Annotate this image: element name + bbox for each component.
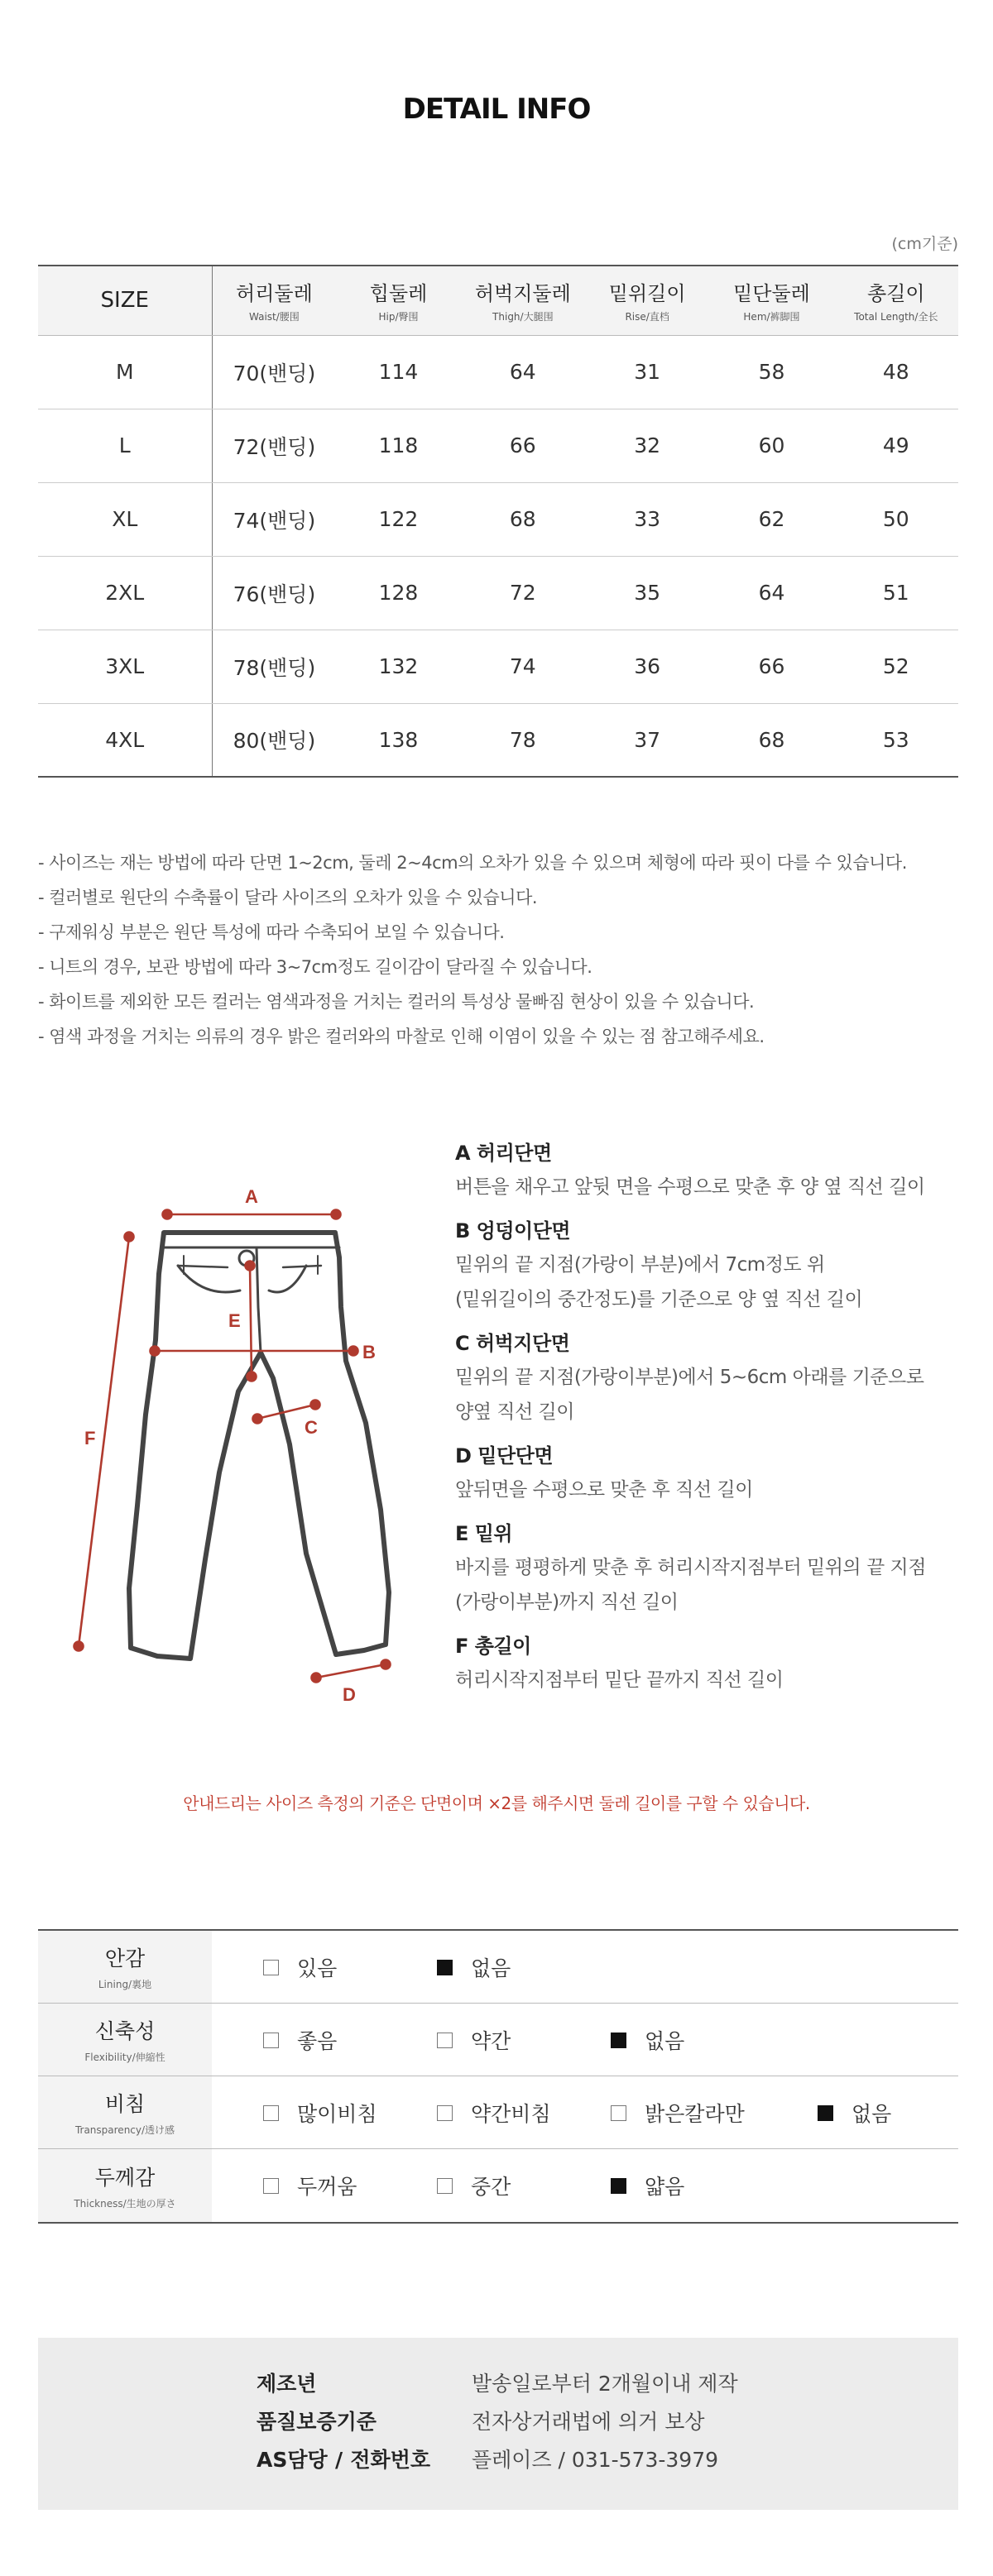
note-line: - 사이즈는 재는 방법에 따라 단면 1~2cm, 둘레 2~4cm의 오차가 있을 수 있으며 체형에 따라 핏이 다를 수 있습니다. <box>38 853 907 873</box>
table-cell: 60 <box>709 409 833 482</box>
measure-item-b <box>455 1214 968 1317</box>
attr-row-thickness <box>38 2149 958 2222</box>
table-cell: 138 <box>336 703 460 777</box>
option: 얇음 <box>611 2149 684 2222</box>
info-row <box>38 2442 958 2478</box>
note-line: - 컬러별로 원단의 수축률이 달라 사이즈의 오차가 있을 수 있습니다. <box>38 888 538 907</box>
option: 없음 <box>611 2004 684 2076</box>
checkbox-icon <box>263 2178 279 2194</box>
table-cell: 132 <box>336 630 460 703</box>
table-cell: 66 <box>709 630 833 703</box>
table-cell: 35 <box>585 556 709 630</box>
checkbox-icon <box>437 2033 453 2048</box>
table-row <box>38 335 958 409</box>
measure-item-d <box>455 1439 968 1507</box>
attr-row-transparency <box>38 2076 958 2149</box>
size-cell: XL <box>38 482 212 556</box>
table-cell: 68 <box>461 482 585 556</box>
label-e: E <box>228 1310 241 1331</box>
table-cell: 64 <box>461 335 585 409</box>
pants-outline-icon <box>129 1233 389 1659</box>
info-label: 품질보증기준 <box>257 2410 377 2434</box>
label-a: A <box>245 1186 258 1207</box>
attr-head: 비침 Transparency/透け感 <box>38 2076 212 2148</box>
table-cell: 78 <box>461 703 585 777</box>
measure-desc: 밑위의 끝 지점(가랑이 부분)에서 7cm정도 위 <box>455 1254 825 1276</box>
table-cell: 58 <box>709 335 833 409</box>
care-notes <box>38 845 965 1054</box>
measure-desc: 바지를 평평하게 맞춘 후 허리시작지점부터 밑위의 끝 지점 <box>455 1557 926 1578</box>
measure-title: E 밑위 <box>455 1522 513 1545</box>
attr-head: 두께감 Thickness/生地の厚さ <box>38 2149 212 2222</box>
option: 약간 <box>437 2004 511 2076</box>
size-header: SIZE <box>38 266 212 335</box>
table-cell: 51 <box>834 556 958 630</box>
option: 없음 <box>818 2076 891 2149</box>
info-label: 제조년 <box>257 2372 317 2396</box>
measure-title: B 엉덩이단면 <box>455 1219 571 1243</box>
option: 있음 <box>263 1931 337 2004</box>
label-c: C <box>305 1417 318 1438</box>
measure-item-a <box>455 1137 968 1204</box>
option: 밝은칼라만 <box>611 2076 745 2149</box>
table-row <box>38 703 958 777</box>
table-cell: 50 <box>834 482 958 556</box>
table-cell: 36 <box>585 630 709 703</box>
info-row <box>38 2404 958 2440</box>
column-header: 허리둘레 Waist/腰围 <box>212 266 336 335</box>
table-cell: 114 <box>336 335 460 409</box>
checkbox-checked-icon <box>818 2105 833 2121</box>
table-row <box>38 556 958 630</box>
attr-row-flexibility <box>38 2004 958 2076</box>
size-cell: M <box>38 335 212 409</box>
option: 없음 <box>437 1931 511 2004</box>
table-cell: 66 <box>461 409 585 482</box>
info-label: AS담당 / 전화번호 <box>257 2448 430 2472</box>
measure-title: A 허리단면 <box>455 1142 552 1165</box>
checkbox-icon <box>611 2105 626 2121</box>
measure-desc: 밑위의 끝 지점(가랑이부분)에서 5~6cm 아래를 기준으로 <box>455 1367 924 1388</box>
label-d: D <box>343 1684 356 1704</box>
option: 약간비침 <box>437 2076 551 2149</box>
unit-note: (cm기준) <box>891 235 958 253</box>
table-cell: 80(밴딩) <box>212 703 336 777</box>
note-line: - 화이트를 제외한 모든 컬러는 염색과정을 거치는 컬러의 특성상 물빠짐 현상이 있을 수 있습니다. <box>38 992 755 1012</box>
checkbox-icon <box>437 2178 453 2194</box>
column-header: 허벅지둘레 Thigh/大腿围 <box>461 266 585 335</box>
table-cell: 122 <box>336 482 460 556</box>
table-cell: 32 <box>585 409 709 482</box>
size-table-header <box>38 266 958 335</box>
pants-measurement-diagram <box>58 1175 414 1704</box>
table-cell: 128 <box>336 556 460 630</box>
table-cell: 70(밴딩) <box>212 335 336 409</box>
option: 두꺼움 <box>263 2149 357 2222</box>
table-cell: 72(밴딩) <box>212 409 336 482</box>
checkbox-checked-icon <box>437 1960 453 1975</box>
table-cell: 53 <box>834 703 958 777</box>
table-row <box>38 482 958 556</box>
checkbox-checked-icon <box>611 2178 626 2194</box>
measure-title: C 허벅지단면 <box>455 1332 570 1355</box>
option: 많이비침 <box>263 2076 377 2149</box>
product-info-box <box>38 2338 958 2510</box>
size-cell: 2XL <box>38 556 212 630</box>
measure-title: F 총길이 <box>455 1635 531 1658</box>
attr-head: 신축성 Flexibility/伸縮性 <box>38 2004 212 2076</box>
note-line: - 구제워싱 부분은 원단 특성에 따라 수축되어 보일 수 있습니다. <box>38 922 505 942</box>
measure-title: D 밑단단면 <box>455 1444 554 1468</box>
column-header: 힙둘레 Hip/臀围 <box>336 266 460 335</box>
measure-desc: 앞뒤면을 수평으로 맞춘 후 직선 길이 <box>455 1479 753 1501</box>
checkbox-icon <box>263 1960 279 1975</box>
measure-desc: 허리시작지점부터 밑단 끝까지 직선 길이 <box>455 1669 784 1691</box>
table-row <box>38 630 958 703</box>
table-cell: 76(밴딩) <box>212 556 336 630</box>
checkbox-checked-icon <box>611 2033 626 2048</box>
table-cell: 52 <box>834 630 958 703</box>
table-cell: 62 <box>709 482 833 556</box>
measure-item-c <box>455 1327 968 1429</box>
table-cell: 118 <box>336 409 460 482</box>
page-title: DETAIL INFO <box>402 93 591 126</box>
attr-head: 안감 Lining/裏地 <box>38 1931 212 2003</box>
note-line: - 니트의 경우, 보관 방법에 따라 3~7cm정도 길이감이 달라질 수 있습니다. <box>38 957 592 977</box>
option: 좋음 <box>263 2004 337 2076</box>
measure-desc: 버튼을 채우고 앞뒷 면을 수평으로 맞춘 후 양 옆 직선 길이 <box>455 1176 925 1198</box>
info-value: 발송일로부터 2개월이내 제작 <box>472 2372 738 2396</box>
size-cell: 3XL <box>38 630 212 703</box>
table-row <box>38 409 958 482</box>
checkbox-icon <box>263 2033 279 2048</box>
size-cell: 4XL <box>38 703 212 777</box>
measure-item-f <box>455 1630 968 1697</box>
table-cell: 49 <box>834 409 958 482</box>
size-cell: L <box>38 409 212 482</box>
table-cell: 48 <box>834 335 958 409</box>
column-header: 총길이 Total Length/全长 <box>834 266 958 335</box>
checkbox-icon <box>437 2105 453 2121</box>
table-cell: 64 <box>709 556 833 630</box>
table-cell: 72 <box>461 556 585 630</box>
column-header: 밑단둘레 Hem/裤脚围 <box>709 266 833 335</box>
measurement-guide <box>455 1137 968 1707</box>
measure-desc: 양옆 직선 길이 <box>455 1401 574 1423</box>
option: 중간 <box>437 2149 511 2222</box>
note-line: - 염색 과정을 거치는 의류의 경우 밝은 컬러와의 마찰로 인해 이염이 있을 수 있는 점 참고해주세요. <box>38 1027 765 1046</box>
table-cell: 74 <box>461 630 585 703</box>
measure-desc: (밑위길이의 중간정도)를 기준으로 양 옆 직선 길이 <box>455 1289 863 1310</box>
table-cell: 78(밴딩) <box>212 630 336 703</box>
table-cell: 31 <box>585 335 709 409</box>
label-f: F <box>84 1428 96 1448</box>
fabric-attribute-table <box>38 1929 958 2224</box>
measurement-notice: 안내드리는 사이즈 측정의 기준은 단면이며 ×2를 해주시면 둘레 길이를 구할 수 있습니다. <box>183 1793 810 1813</box>
size-table <box>38 265 958 778</box>
column-header: 밑위길이 Rise/直档 <box>585 266 709 335</box>
info-value: 플레이즈 / 031-573-3979 <box>472 2448 719 2472</box>
measure-desc: (가랑이부분)까지 직선 길이 <box>455 1592 679 1613</box>
table-cell: 33 <box>585 482 709 556</box>
measure-item-e <box>455 1517 968 1620</box>
info-row <box>38 2366 958 2402</box>
table-cell: 37 <box>585 703 709 777</box>
attr-row-lining <box>38 1931 958 2004</box>
table-cell: 68 <box>709 703 833 777</box>
checkbox-icon <box>263 2105 279 2121</box>
info-value: 전자상거래법에 의거 보상 <box>472 2410 705 2434</box>
table-cell: 74(밴딩) <box>212 482 336 556</box>
label-b: B <box>362 1342 376 1362</box>
